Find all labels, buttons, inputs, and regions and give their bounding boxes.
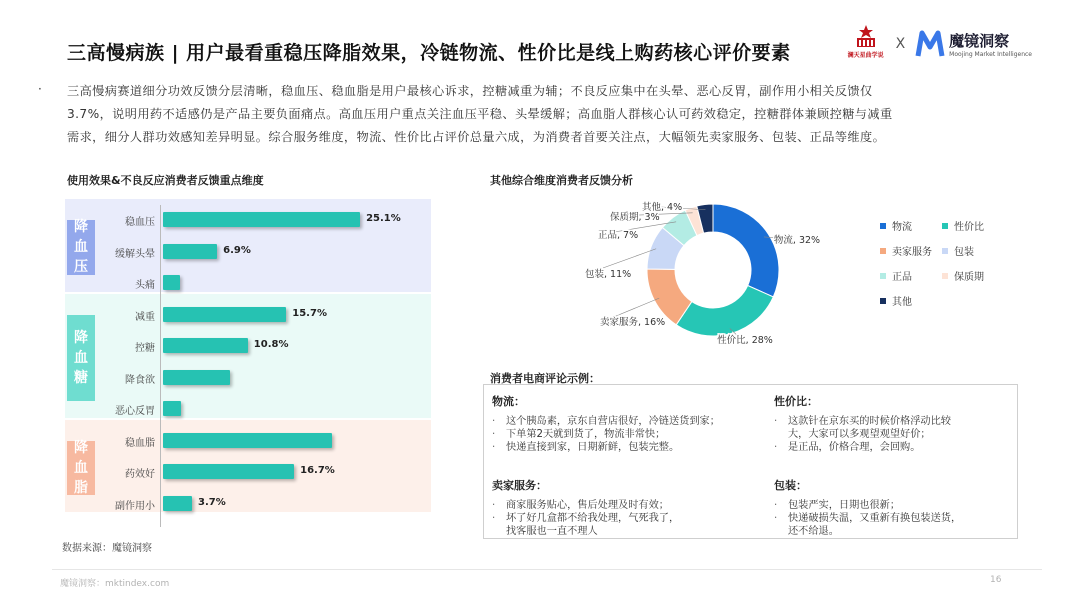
group-label: 降 血 脂 <box>67 441 95 496</box>
review-heading: 性价比： <box>774 395 818 408</box>
review-heading: 物流： <box>492 395 525 408</box>
bar-value-label: 6.9% <box>223 244 251 256</box>
review-heading: 卖家服务： <box>492 479 547 492</box>
page-title: 三高慢病族 | 用户最看重稳压降脂效果，冷链物流、性价比是线上购药核心评价要素 <box>67 42 791 64</box>
description-text <box>67 80 1027 149</box>
donut-slice <box>676 285 773 336</box>
review-item: · 包装严实，日期也很新； <box>774 500 901 511</box>
slice-label: 其他, 4% <box>642 202 683 213</box>
legend-swatch <box>942 248 948 254</box>
slice-label: 包装, 11% <box>585 269 632 280</box>
legend-label: 卖家服务 <box>892 247 932 258</box>
bar <box>163 370 230 385</box>
moojing-logo-cn: 魔镜洞察 <box>949 32 1010 50</box>
group-label: 降 血 糖 <box>67 315 95 401</box>
donut-slice <box>713 204 779 297</box>
bar <box>163 433 332 448</box>
legend-item <box>880 218 912 233</box>
description-line: 需求，细分人群功效感知差异明显。综合服务维度，物流、性价比占评价总量六成，为消费者首要关注点，大幅领先卖家服务、包装、正品等维度。 <box>67 130 886 144</box>
category-label: 稳血脂 <box>125 437 155 449</box>
legend-swatch <box>880 298 886 304</box>
legend-swatch <box>880 223 886 229</box>
bar <box>163 401 181 416</box>
legend-swatch <box>942 223 948 229</box>
legend-item <box>880 293 912 308</box>
slice-label: 正品, 7% <box>598 230 639 241</box>
review-item: · 这个胰岛素，京东自营店很好，冷链送货到家； <box>492 416 720 427</box>
review-text: 这款针在京东买的时候价格浮动比较 大，大家可以多观望观望好价； <box>788 416 951 440</box>
category-label: 药效好 <box>125 469 155 480</box>
logo-separator: X <box>895 36 906 52</box>
legend-item <box>942 218 984 233</box>
legend-label: 其他 <box>892 297 912 308</box>
description-line: 3.7%，说明用药不适感仍是产品主要负面痛点。高血压用户重点关注血压平稳、头晕缓解；高血脂人群核心认可药效稳定，控糖群体兼顾控糖与减重 <box>67 107 893 121</box>
moojing-logo <box>915 29 1032 59</box>
category-label: 副作用小 <box>115 500 155 512</box>
category-label: 控糖 <box>135 343 155 354</box>
review-item: · 下单第2天就到货了，物流非常快； <box>492 429 666 440</box>
partner-logo <box>846 24 886 64</box>
bar-value-label: 16.7% <box>300 465 335 476</box>
description-bullet: · <box>38 82 42 96</box>
legend-swatch <box>942 273 948 279</box>
category-label: 减重 <box>135 311 155 323</box>
review-item: · 快递直接到家，日期新鲜，包装完整。 <box>492 442 680 453</box>
page-number: 16 <box>990 575 1002 585</box>
slice-label: 卖家服务, 16% <box>600 317 666 328</box>
review-section <box>492 477 742 538</box>
category-label: 稳血压 <box>125 217 155 228</box>
partner-logo-caption: 澜天星曲学说 <box>847 52 884 59</box>
review-text: 下单第2天就到货了，物流非常快； <box>506 429 666 440</box>
review-item: · 这款针在京东买的时候价格浮动比较 大，大家可以多观望观望好价； <box>774 416 951 440</box>
emblem-icon <box>852 24 880 50</box>
review-text: 坏了好几盒都不给我处理，气死我了， 找客服也一直不理人 <box>506 513 680 537</box>
bar <box>163 338 248 353</box>
legend-swatch <box>880 273 886 279</box>
legend-label: 正品 <box>892 272 912 283</box>
legend-item <box>942 268 984 283</box>
donut-chart <box>580 190 821 360</box>
legend-item <box>880 243 932 258</box>
bar <box>163 496 192 511</box>
review-item: · 商家服务贴心，售后处理及时有效； <box>492 500 669 511</box>
review-section <box>774 393 1024 454</box>
bar-value-label: 10.8% <box>253 339 289 350</box>
legend-label: 性价比 <box>954 222 984 233</box>
group-label: 降 血 压 <box>67 220 95 275</box>
source-note: 数据来源：魔镜洞察 <box>62 543 152 554</box>
review-item: · 是正品，价格合理，会回购。 <box>774 442 921 453</box>
legend-label: 物流 <box>892 222 912 233</box>
moojing-logo-en: Moojing Market Intelligence <box>949 51 1032 58</box>
bar <box>163 212 360 227</box>
bar <box>163 307 286 322</box>
bar <box>163 464 294 479</box>
bar <box>163 244 217 259</box>
bar-value-label: 15.7% <box>292 307 327 319</box>
review-heading: 包装： <box>774 479 807 492</box>
reviews-box <box>483 384 1018 539</box>
slice-label: 物流, 32% <box>773 235 821 246</box>
bar-axis-line <box>160 205 161 527</box>
review-text: 商家服务贴心，售后处理及时有效； <box>506 500 669 511</box>
review-section <box>492 393 742 454</box>
bar <box>163 275 180 290</box>
bar-value-label: 25.1% <box>366 213 401 224</box>
category-label: 降食欲 <box>125 374 155 386</box>
review-section <box>774 477 1024 538</box>
legend-item <box>942 243 974 258</box>
legend-item <box>880 268 912 283</box>
review-text: 这个胰岛素，京东自营店很好，冷链送货到家； <box>506 416 720 427</box>
slice-label: 保质期, 3% <box>610 212 660 223</box>
review-text: 快递破损失温，又重新有换包装送货， 还不给退。 <box>788 513 962 537</box>
category-label: 头痛 <box>135 280 155 291</box>
category-label: 缓解头晕 <box>115 248 155 260</box>
bar-value-label: 3.7% <box>198 496 226 508</box>
legend-swatch <box>880 248 886 254</box>
review-text: 快递直接到家，日期新鲜，包装完整。 <box>506 442 680 453</box>
review-item: · 坏了好几盒都不给我处理，气死我了， 找客服也一直不理人 <box>492 513 680 537</box>
donut-chart-title: 其他综合维度消费者反馈分析 <box>490 174 633 187</box>
bar-chart-title: 使用效果&不良反应消费者反馈重点维度 <box>67 174 264 187</box>
footer-text: 魔镜洞察：mktindex.com <box>60 579 170 589</box>
description-line: 三高慢病赛道细分功效反馈分层清晰，稳血压、稳血脂是用户最核心诉求，控糖减重为辅；不良反应集中在头晕、恶心反胃，副作用小相关反馈仅 <box>67 84 873 98</box>
category-label: 恶心反胃 <box>115 406 155 417</box>
review-item: · 快递破损失温，又重新有换包装送货， 还不给退。 <box>774 513 962 537</box>
review-text: 包装严实，日期也很新； <box>788 500 901 511</box>
legend-label: 包装 <box>954 247 974 258</box>
review-text: 是正品，价格合理，会回购。 <box>788 442 921 453</box>
logo-group <box>846 24 1032 64</box>
moojing-m-icon <box>915 29 945 59</box>
reviews-title: 消费者电商评论示例： <box>490 372 600 385</box>
footer-divider <box>52 569 1042 570</box>
legend-label: 保质期 <box>954 272 984 283</box>
slice-label: 性价比, 28% <box>717 335 773 346</box>
